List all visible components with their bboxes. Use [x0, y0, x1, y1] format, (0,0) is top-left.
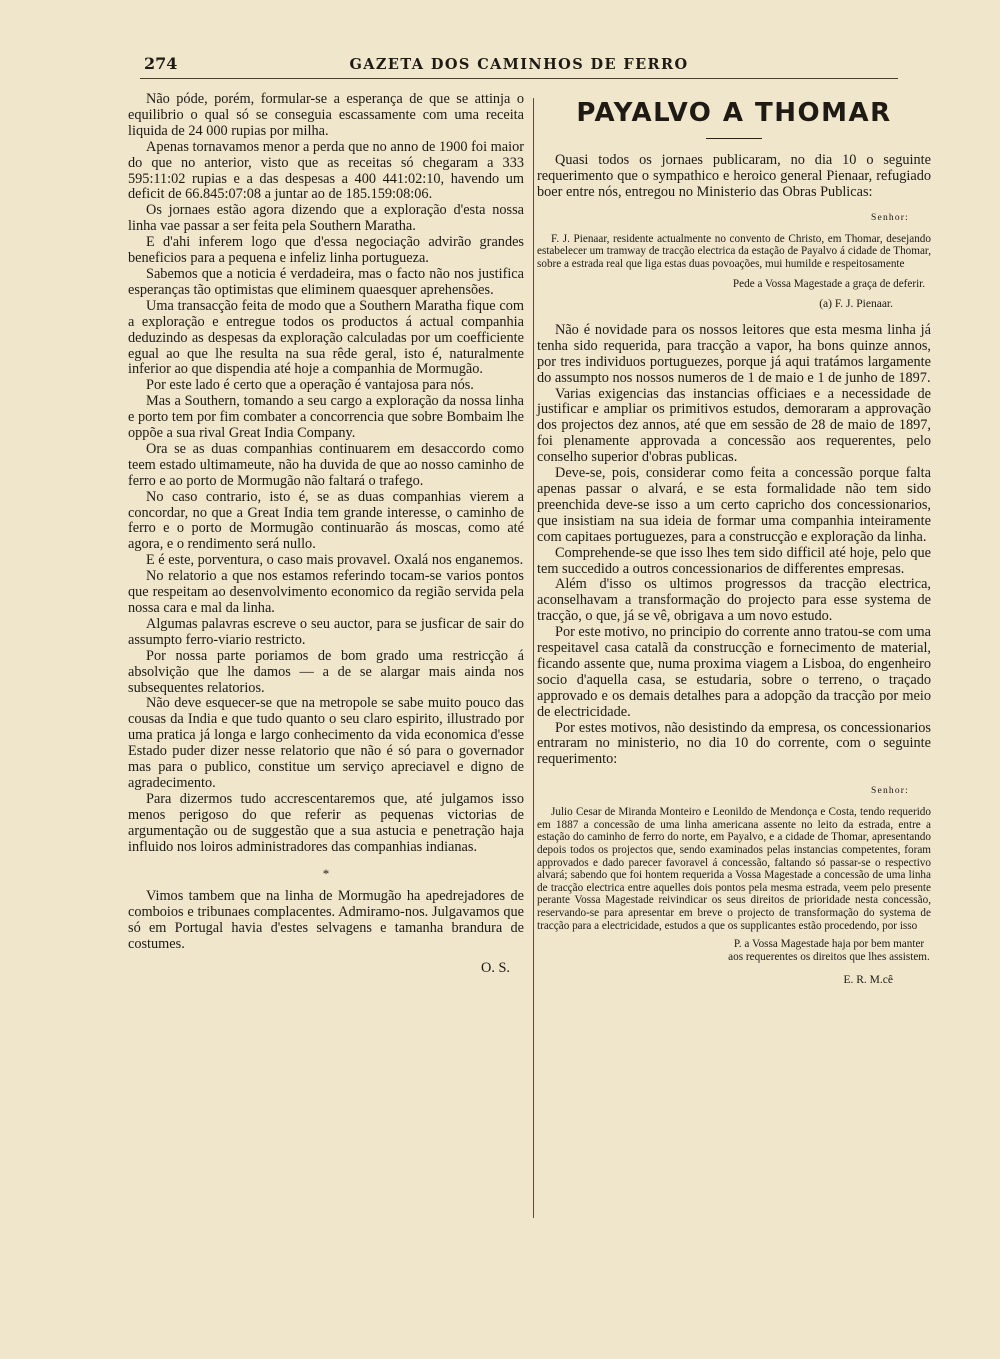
left-column — [128, 92, 524, 977]
section-separator: * — [322, 865, 330, 881]
paragraph: Não póde, porém, formular-se a esperança de que se attinja o equilibrio o qual só se conseguia escassamente com uma receita liquida de 24 000 rupias por milha. — [128, 91, 524, 139]
article-intro: Quasi todos os jornaes publicaram, no dia 10 o seguinte requerimento que o sympathico e heroico general Pienaar, refugiado boer entre nós, entregou no Ministerio das Obras Publicas: — [537, 152, 931, 200]
paragraph: E d'ahi inferem logo que d'essa negociação advirão grandes beneficios para a pequena e infeliz linha portugueza. — [128, 234, 524, 267]
letter-paragraph: Julio Cesar de Miranda Monteiro e Leonildo de Mendonça e Costa, tendo requerido em 1887 a concessão de uma linha americana assente no leito da estrada, entre a estação do caminho de ferro do norte, em Payalvo, e a cidade de Thomar, apresentando depois todos os projectos que, sendo examinados pelas instancias competentes, foram approvados e dado parecer favoravel á concessão, faltando só passar-se o respectivo alvará; sabendo que foi hontem requerida a Vossa Magestade a concessão de uma linha de tracção electrica entre aquelles dois pontos pela mesma estrada, veem pelo presente perante Vossa Magestade reivindicar os seus direitos de prioridade nesta concessão, reservando-se para apresentar em breve o projecto de transformação do systema de tracção para a electricidade, estudos a que os supplicantes estão procedendo, por isso — [537, 806, 931, 932]
paragraph: Por este lado é certo que a operação é vantajosa para nós. — [146, 377, 474, 394]
paragraph: Ora se as duas companhias continuarem em desaccordo como teem estado ultimameute, não ha duvida de que ao nosso caminho de ferro e ao porto de Mormugão não faltará o trafego. — [128, 440, 524, 489]
right-column — [537, 92, 931, 989]
author-signoff: O. S. — [481, 960, 510, 977]
paragraph: Não é novidade para os nossos leitores que esta mesma linha já tenha sido requerida, para tracção a vapor, ha bons quinze annos, por tres individuos portuguezes, porque já aqui tratámos largamente do assumpto nos nossos numeros de 1 de maio e 1 de junho de 1897. — [537, 321, 931, 386]
paragraph: Além d'isso os ultimos progressos da tracção electrica, aconselhavam a transformação do projecto para esse systema de tracção, o que, já se vê, obrigava a um novo estudo. — [537, 576, 931, 625]
letter-closing: P. a Vossa Magestade haja por bem manter aos requerentes os direitos que lhes assistem. — [728, 938, 930, 963]
column-divider — [533, 98, 534, 1218]
letter-paragraph: F. J. Pienaar, residente actualmente no convento de Christo, em Thomar, desejando estabelecer um tramway de tracção electrica da estação de Payalvo á cidade de Thomar, sobre a estrada real que liga estas duas povoações, mui humilde e respeitosamente — [537, 232, 931, 270]
paragraph: No caso contrario, isto é, se as duas companhias vierem a concordar, no que a Great India tem grande interesse, o caminho de ferro e o porto de Mormugão continuarão ás moscas, como até agora, e o rendimento será nullo. — [128, 488, 524, 553]
letter-body — [537, 806, 931, 932]
paragraph: Por estes motivos, não desistindo da empresa, os concessionarios entraram no ministerio, no dia 10 do corrente, com o seguinte requerimento: — [537, 719, 931, 768]
page-number: 274 — [144, 54, 178, 73]
journal-title: GAZETA DOS CAMINHOS DE FERRO — [349, 56, 689, 73]
paragraph: Sabemos que a noticia é verdadeira, mas o facto não nos justifica esperanças tão optimistas que eliminem quaesquer aprehensões. — [128, 265, 524, 298]
page-header — [140, 52, 898, 79]
paragraph: E é este, porventura, o caso mais provavel. Oxalá nos enganemos. — [146, 552, 524, 569]
paragraph: Mas a Southern, tomando a seu cargo a exploração da nossa linha e porto tem por fim combater a concorrencia que sobre Bombaim lhe oppõe a sua rival Great India Company. — [128, 393, 524, 442]
letter-salutation: Senhor: — [871, 212, 909, 223]
letter-signature: E. R. M.cê — [843, 974, 893, 987]
letter-body — [537, 233, 931, 271]
paragraph: Por nossa parte poriamos de bom grado uma restricção á absolvição que lhe damos — a de se alargar mais ainda nos subsequentes relatorios. — [128, 647, 524, 696]
paragraph: Vimos tambem que na linha de Mormugão ha apedrejadores de comboios e tribunaes complacentes. Admiramo-nos. Julgavamos que só em Portugal havia d'estes selvagens e tamanha brandura de costumes. — [128, 888, 524, 953]
letter-signature: (a) F. J. Pienaar. — [819, 298, 893, 310]
paragraph: Para dizermos tudo accrescentaremos que, até julgamos isso menos perigoso do que referir as pequenas victorias de argumentação ou de suggestão que a sua astucia e penetração haja influido nos loiros administradores das companhias indianas. — [128, 790, 524, 855]
paragraph: No relatorio a que nos estamos referindo tocam-se varios pontos que respeitam ao desenvolvimento economico da região servida pela nossa cara e mal da linha. — [128, 568, 524, 616]
title-rule — [706, 138, 762, 139]
paragraph: Uma transacção feita de modo que a Southern Maratha fique com a exploração e entregue todos os productos á actual companhia deduzindo as despesas da exploração calculadas por um coefficiente egual ao que lhe resulta na sua rêde geral, isto é, naturalmente inferior ao que dispendia até hoje a companhia de Mormugão. — [128, 297, 524, 378]
paragraph: Varias exigencias das instancias officiaes e a necessidade de justificar e ampliar os primitivos estudos, demoraram a approvação dos projectos dez annos, até que em sessão de 28 de maio de 1897, foi plenamente approvada a concessão aos requerentes, pelo conselho superior d'obras publicas. — [537, 385, 931, 466]
paragraph: Por este motivo, no principio do corrente anno tratou-se com uma respeitavel casa catalã da construcção e fornecimento de material, ficando assente que, numa proxima viagem a Lisboa, do engenheiro socio d'aquella casa, se estudaria, sobre o terreno, o traçado approvado e os demais detalhes para a adopção da tracção por meio de electricidade. — [537, 624, 931, 720]
paragraph: Deve-se, pois, considerar como feita a concessão porque falta apenas passar o alvará, e se esta formalidade não tem sido preenchida deve-se isso a um certo capricho dos concessionarios, que insistiam na sua ideia de formar uma companhia inteiramente com capitaes portuguezes, para a construcção e exploração da linha. — [537, 465, 931, 545]
letter-salutation: Senhor: — [871, 786, 909, 797]
paragraph: Não deve esquecer-se que na metropole se sabe muito pouco das cousas da India e que tudo quanto o seu claro espirito, illustrado por uma pratica já longa e largo conhecimento da vida economica d'esse Estado puder dizer nesse relatorio que não é só para o governador mas para o publico, constitue um serviço apreciavel e digno de agradecimento. — [128, 695, 524, 791]
paragraph: Algumas palavras escreve o seu auctor, para se jusficar de sair do assumpto ferro-viario restricto. — [128, 615, 524, 648]
letter-closing: Pede a Vossa Magestade a graça de deferir. — [732, 278, 926, 291]
paragraph: Os jornaes estão agora dizendo que a exploração d'esta nossa linha vae passar a ser feita pela Southern Maratha. — [128, 202, 524, 235]
article-title: PAYALVO A THOMAR — [576, 98, 892, 128]
paragraph: Comprehende-se que isso lhes tem sido difficil até hoje, pelo que tem succedido a outros concessionarios de differentes empresas. — [537, 544, 931, 577]
paragraph: Apenas tornavamos menor a perda que no anno de 1900 foi maior do que no anterior, visto que as receitas só chegaram a 333 595:11:02 rupias e a das despesas a 400 441:02:10, havendo um deficit de 66.845:07:08 a juntar ao de 185.159:08:06. — [128, 138, 524, 203]
